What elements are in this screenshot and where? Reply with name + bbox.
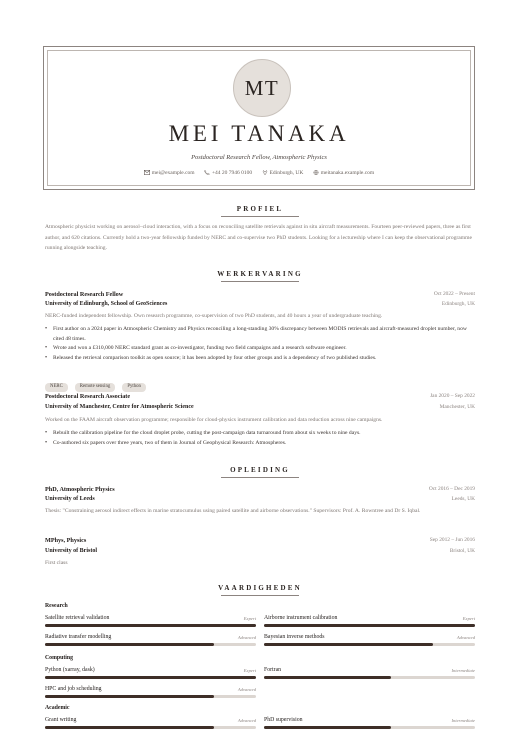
degree-title-row — [45, 486, 475, 495]
skill-level-fill — [45, 643, 214, 646]
globe-icon — [313, 170, 319, 175]
skill-level: Expert — [243, 667, 256, 673]
avatar — [233, 59, 291, 117]
contact-row — [48, 170, 470, 176]
degree-institution: University of Bristol — [45, 548, 97, 554]
job-achievements — [45, 429, 475, 448]
degree-location: Leeds, UK — [451, 496, 475, 502]
section-divider — [221, 216, 299, 217]
job-achievements — [45, 325, 475, 363]
skill-item — [45, 717, 256, 731]
job-title: Postdoctoral Research Fellow, Atmospheric Physics — [191, 154, 327, 161]
skill-item — [264, 615, 475, 629]
skill-level-fill — [45, 676, 256, 679]
skill-level-bar — [264, 643, 475, 646]
skill-level: Expert — [462, 615, 475, 621]
job-location: Manchester, UK — [439, 404, 475, 410]
skill-item — [264, 717, 475, 731]
degree-institution: University of Leeds — [45, 496, 95, 502]
degree-org-row — [45, 548, 475, 557]
skill-name: HPC and job scheduling — [45, 686, 102, 692]
skill-level-bar — [264, 726, 475, 729]
section-title-education: OPLEIDING — [230, 466, 290, 474]
location-pin-icon — [262, 170, 268, 175]
skill-category: Computing — [45, 655, 74, 661]
skill-level: Advanced — [456, 634, 475, 640]
job-summary: Worked on the FAAM aircraft observation programme; responsible for cloud-physics instrument calibration and data reduction across nine campaigns. — [45, 417, 383, 423]
resume-header — [43, 46, 475, 190]
skill-level-bar — [45, 643, 256, 646]
contact-email-text: mei@example.com — [151, 170, 195, 176]
skill-category: Research — [45, 603, 68, 609]
list-item: • First author on a 2024 paper in Atmospheric Chemistry and Physics reconciling a long-standing 30% discrepancy between MODIS retrievals and aircraft-measured droplet number, now cited 48 times. — [45, 325, 475, 344]
contact-website-text: meitanaka.example.com — [320, 170, 375, 176]
degree-note: First class — [45, 560, 68, 566]
job-tags — [45, 374, 149, 389]
tag: Python — [122, 383, 146, 392]
section-divider — [221, 595, 299, 596]
skill-level: Advanced — [237, 717, 256, 723]
skill-level: Intermediate — [451, 717, 475, 723]
skill-item — [45, 634, 256, 648]
job-org-row — [45, 404, 475, 413]
skill-level-bar — [45, 676, 256, 679]
section-title-experience: WERKERVARING — [217, 270, 303, 278]
skill-name: Bayesian inverse methods — [264, 634, 325, 640]
job-organization: University of Edinburgh, School of GeoSciences — [45, 301, 168, 307]
skill-level-fill — [45, 726, 214, 729]
job-title-row — [45, 291, 475, 300]
skill-category: Academic — [45, 705, 70, 711]
contact-email[interactable] — [144, 170, 195, 176]
job-summary-row — [45, 417, 475, 426]
skill-name: Fortran — [264, 667, 282, 673]
skill-level-fill — [45, 695, 214, 698]
list-item: • Released the retrieval comparison toolkit as open source; it has been adopted by four other groups and is a dependency of two published studies. — [45, 354, 475, 364]
skill-level: Advanced — [237, 686, 256, 692]
job-title: Postdoctoral Research Associate — [45, 393, 131, 400]
mail-icon — [144, 170, 150, 175]
skill-level-fill — [45, 624, 256, 627]
skill-item — [45, 686, 256, 700]
skill-level-bar — [264, 624, 475, 627]
list-item: • Co-authored six papers over three years, two of them in Journal of Geophysical Research: Atmospheres. — [45, 439, 475, 449]
skill-name: Radiative transfer modelling — [45, 634, 112, 640]
degree-org-row — [45, 496, 475, 505]
degree-dates: Oct 2016 – Dec 2019 — [428, 486, 475, 492]
skill-item — [264, 667, 475, 681]
list-item: • Rebuilt the calibration pipeline for the cloud droplet probe, cutting the post-campaign data turnaround from about six weeks to nine days. — [45, 429, 475, 439]
avatar-initials: MT — [244, 75, 280, 100]
skill-level-bar — [45, 624, 256, 627]
degree-note: Thesis: "Constraining aerosol indirect effects in marine stratocumulus using paired satellite and airborne observations." Supervisors: Prof. A. Rowntree and Dr S. Iqbal. — [45, 508, 421, 514]
person-name: MEI TANAKA — [168, 121, 350, 146]
skill-level-fill — [264, 726, 391, 729]
job-summary-row — [45, 313, 475, 322]
degree-title: PhD, Atmospheric Physics — [45, 486, 115, 493]
job-dates: Jan 2020 – Sep 2022 — [430, 393, 475, 399]
section-divider — [221, 281, 299, 282]
skill-item — [45, 667, 256, 681]
contact-location — [262, 170, 304, 176]
skill-name: Airborne instrument calibration — [264, 615, 338, 621]
job-org-row — [45, 301, 475, 310]
skill-level-bar — [45, 726, 256, 729]
section-title-profile: PROFIEL — [236, 205, 284, 213]
skill-name: PhD supervision — [264, 717, 303, 723]
skill-level-bar — [45, 695, 256, 698]
job-location: Edinburgh, UK — [441, 301, 475, 307]
skill-level-fill — [264, 624, 475, 627]
section-title-skills: VAARDIGHEDEN — [218, 584, 302, 592]
contact-phone[interactable] — [204, 170, 252, 176]
skill-name: Python (xarray, dask) — [45, 667, 95, 673]
degree-note-row — [45, 560, 475, 569]
contact-phone-text: +44 20 7946 0100 — [211, 170, 253, 176]
job-title-row — [45, 393, 475, 402]
section-divider — [221, 477, 299, 478]
degree-title-row — [45, 537, 475, 546]
contact-location-text: Edinburgh, UK — [269, 170, 304, 176]
degree-title: MPhys, Physics — [45, 537, 87, 544]
degree-dates: Sep 2012 – Jun 2016 — [429, 537, 475, 543]
skill-level-fill — [264, 643, 433, 646]
skill-level-bar — [264, 676, 475, 679]
tag: NERC — [45, 383, 68, 392]
job-title: Postdoctoral Research Fellow — [45, 291, 124, 298]
skill-level: Advanced — [237, 634, 256, 640]
degree-location: Bristol, UK — [449, 548, 475, 554]
list-item: • Wrote and won a £310,000 NERC standard grant as co-investigator, funding two field campaigns and a research software engineer. — [45, 344, 475, 354]
tag: Remote sensing — [75, 383, 116, 392]
header-frame — [47, 50, 471, 186]
skill-item — [45, 615, 256, 629]
profile-summary: Atmospheric physicist working on aerosol–cloud interaction, with a focus on reconciling satellite retrievals against in situ aircraft measurements. Fourteen peer-reviewed papers, three as first author, and 620 citations. Currently hold a two-year fellowship funded by NERC and co-supervise two PhD students. Looking for a lectureship where I can keep the observational programme running alongside teaching. — [45, 224, 472, 251]
skill-level: Intermediate — [451, 667, 475, 673]
skill-item — [264, 634, 475, 648]
skill-level-fill — [264, 676, 391, 679]
contact-website[interactable] — [313, 170, 374, 176]
skill-name: Grant writing — [45, 717, 77, 723]
job-organization: University of Manchester, Centre for Atmospheric Science — [45, 404, 194, 410]
phone-icon — [204, 170, 210, 175]
skill-level: Expert — [243, 615, 256, 621]
job-summary: NERC-funded independent fellowship. Own research programme, co-supervision of two PhD students, and 40 hours a year of undergraduate teaching. — [45, 313, 383, 319]
skill-name: Satellite retrieval validation — [45, 615, 110, 621]
job-dates: Oct 2022 – Present — [433, 291, 475, 297]
